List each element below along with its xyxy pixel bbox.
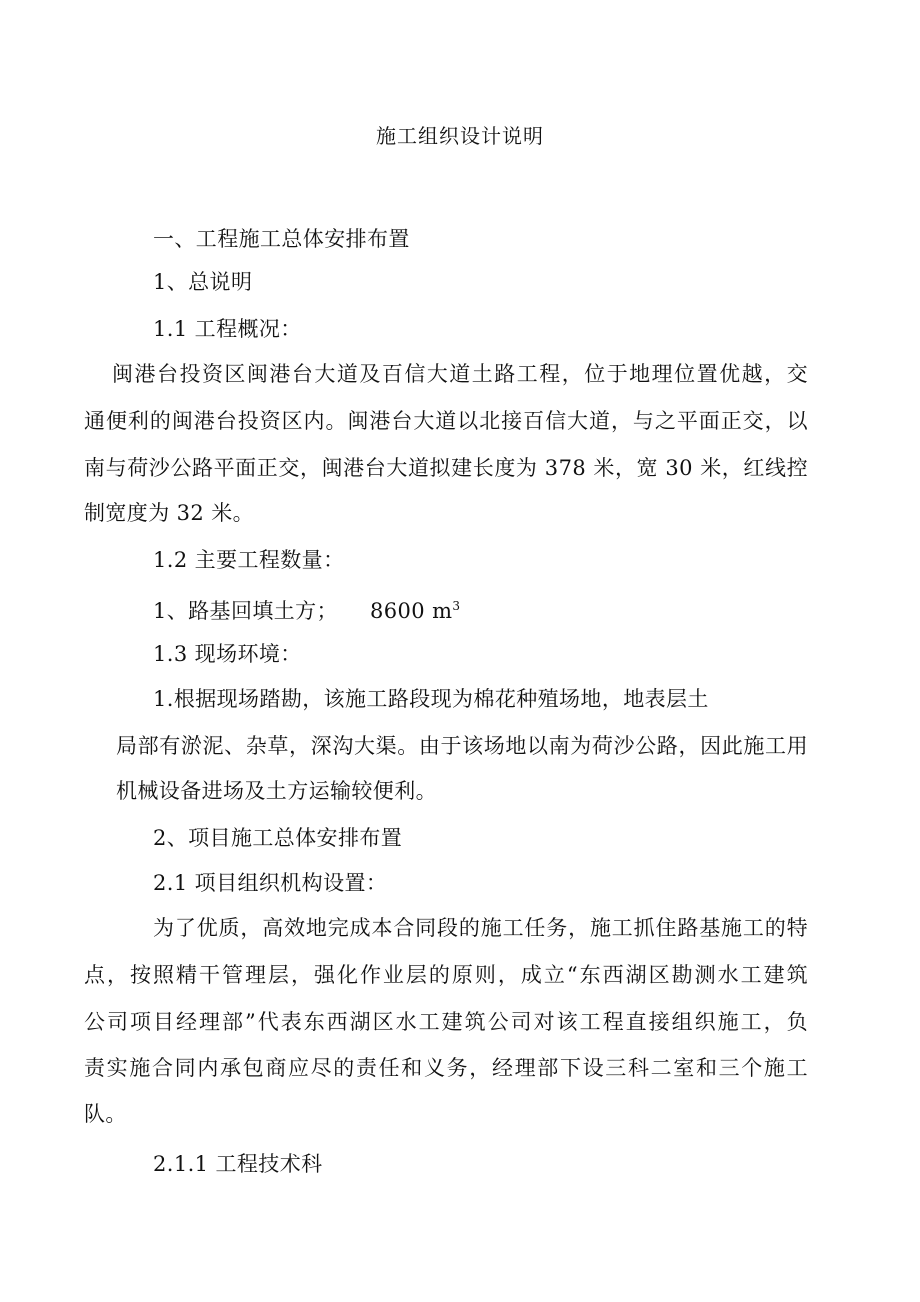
subsection-heading-2-1-1: 2.1.1 工程技术科 (153, 1152, 323, 1176)
paragraph-line: 闽港台投资区闽港台大道及百信大道土路工程，位于地理位置优越，交 (112, 362, 808, 386)
section-heading-1: 一、工程施工总体安排布置 (153, 227, 410, 251)
paragraph-line: 南与荷沙公路平面正交，闽港台大道拟建长度为 378 米，宽 30 米，红线控 (84, 456, 808, 480)
quantity-item (153, 591, 460, 626)
paragraph-line: 1.根据现场踏勘，该施工路段现为棉花种殖场地，地表层土 (153, 687, 709, 711)
paragraph-line: 局部有淤泥、杂草，深沟大渠。由于该场地以南为荷沙公路，因此施工用 (116, 734, 808, 758)
paragraph-line: 队。 (84, 1102, 127, 1126)
paragraph-line: 通便利的闽港台投资区内。闽港台大道以北接百信大道，与之平面正交，以 (84, 409, 808, 433)
subsection-heading-2-1: 2.1 项目组织机构设置： (153, 871, 388, 895)
quantity-label: 1、路基回填土方； (153, 599, 338, 623)
paragraph-line: 责实施合同内承包商应尽的责任和义务，经理部下设三科二室和三个施工 (84, 1056, 808, 1080)
subsection-heading-1-2: 1.2 主要工程数量： (153, 548, 345, 572)
paragraph-line: 点，按照精干管理层，强化作业层的原则，成立“东西湖区勘测水工建筑 (84, 963, 808, 987)
paragraph-line: 机械设备进场及土方运输较便利。 (116, 779, 437, 803)
paragraph-line: 公司项目经理部”代表东西湖区水工建筑公司对该工程直接组织施工，负 (84, 1010, 808, 1034)
document-title: 施工组织设计说明 (376, 124, 544, 148)
section-heading-2: 2、项目施工总体安排布置 (153, 826, 403, 850)
paragraph-line: 为了优质，高效地完成本合同段的施工任务，施工抓住路基施工的特 (153, 916, 808, 940)
subsection-heading-1-1-1: 1.1 工程概况： (153, 317, 302, 341)
quantity-unit: m (432, 599, 453, 623)
quantity-value: 8600 (369, 599, 426, 623)
subsection-heading-1-3: 1.3 现场环境： (153, 642, 302, 666)
paragraph-line: 制宽度为 32 米。 (84, 501, 255, 525)
subsection-heading-1-1: 1、总说明 (153, 270, 253, 294)
quantity-unit-exponent: 3 (452, 599, 461, 613)
